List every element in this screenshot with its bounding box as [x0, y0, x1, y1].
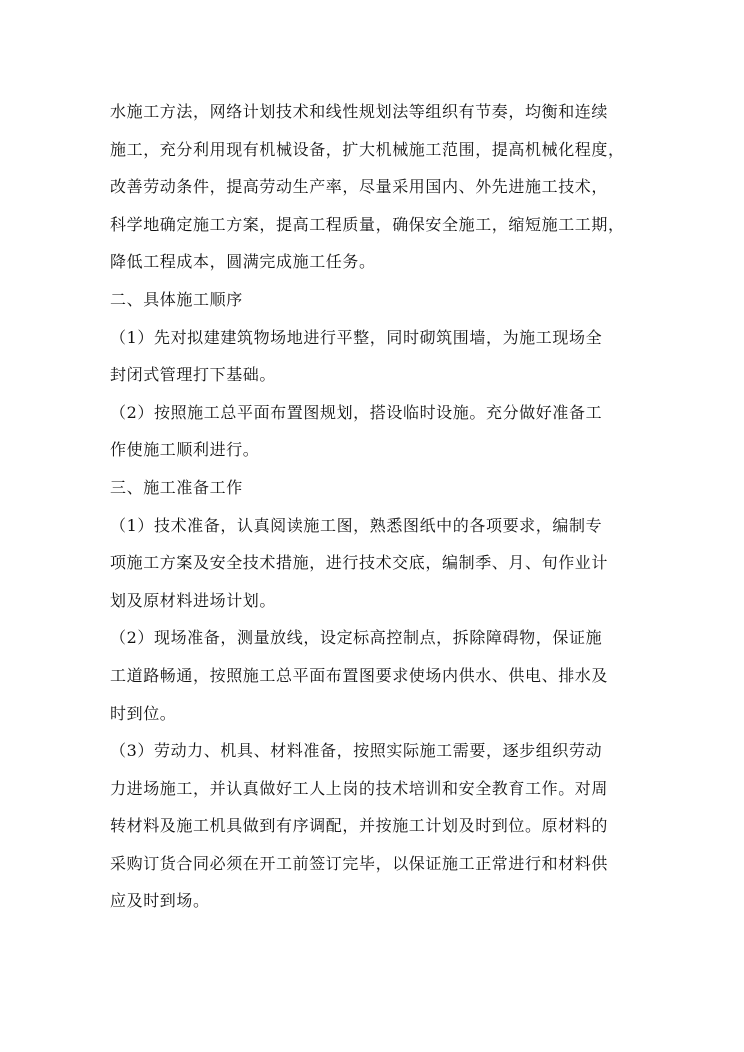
body-text-line: 工道路畅通，按照施工总平面布置图要求使场内供水、供电、排水及: [110, 665, 609, 685]
body-text-line: 封闭式管理打下基础。: [110, 365, 277, 385]
section-heading: 二、具体施工顺序: [110, 289, 243, 309]
body-text-line: 时到位。: [110, 703, 177, 723]
body-text-line: 改善劳动条件，提高劳动生产率，尽量采用国内、外先进施工技术，: [110, 177, 609, 197]
body-text-line: 采购订货合同必须在开工前签订完毕，以保证施工正常进行和材料供: [110, 853, 609, 873]
body-text-line: （1）技术准备，认真阅读施工图，熟悉图纸中的各项要求，编制专: [110, 515, 603, 535]
body-text-line: （1）先对拟建建筑物场地进行平整，同时砌筑围墙，为施工现场全: [110, 327, 603, 347]
body-text-line: 科学地确定施工方案，提高工程质量，确保安全施工，缩短施工工期，: [110, 214, 625, 234]
body-text-line: （2）现场准备，测量放线，设定标高控制点，拆除障碍物，保证施: [110, 628, 603, 648]
body-text-line: 力进场施工，并认真做好工人上岗的技术培训和安全教育工作。对周: [110, 778, 609, 798]
body-text-line: （3）劳动力、机具、材料准备，按照实际施工需要，逐步组织劳动: [110, 741, 603, 761]
body-text-line: 施工，充分利用现有机械设备，扩大机械施工范围，提高机械化程度，: [110, 139, 625, 159]
body-text-line: （2）按照施工总平面布置图规划，搭设临时设施。充分做好准备工: [110, 402, 603, 422]
body-text-line: 转材料及施工机具做到有序调配，并按施工计划及时到位。原材料的: [110, 816, 609, 836]
body-text-line: 项施工方案及安全技术措施，进行技术交底，编制季、月、旬作业计: [110, 553, 609, 573]
document-body: [110, 93, 640, 920]
body-text-line: 划及原材料进场计划。: [110, 590, 277, 610]
body-text-line: 应及时到场。: [110, 891, 210, 911]
body-text-line: 作使施工顺利进行。: [110, 440, 260, 460]
body-text-line: 水施工方法，网络计划技术和线性规划法等组织有节奏，均衡和连续: [110, 102, 609, 121]
body-text-line: 降低工程成本，圆满完成施工任务。: [110, 252, 376, 272]
section-heading: 三、施工准备工作: [110, 477, 243, 497]
